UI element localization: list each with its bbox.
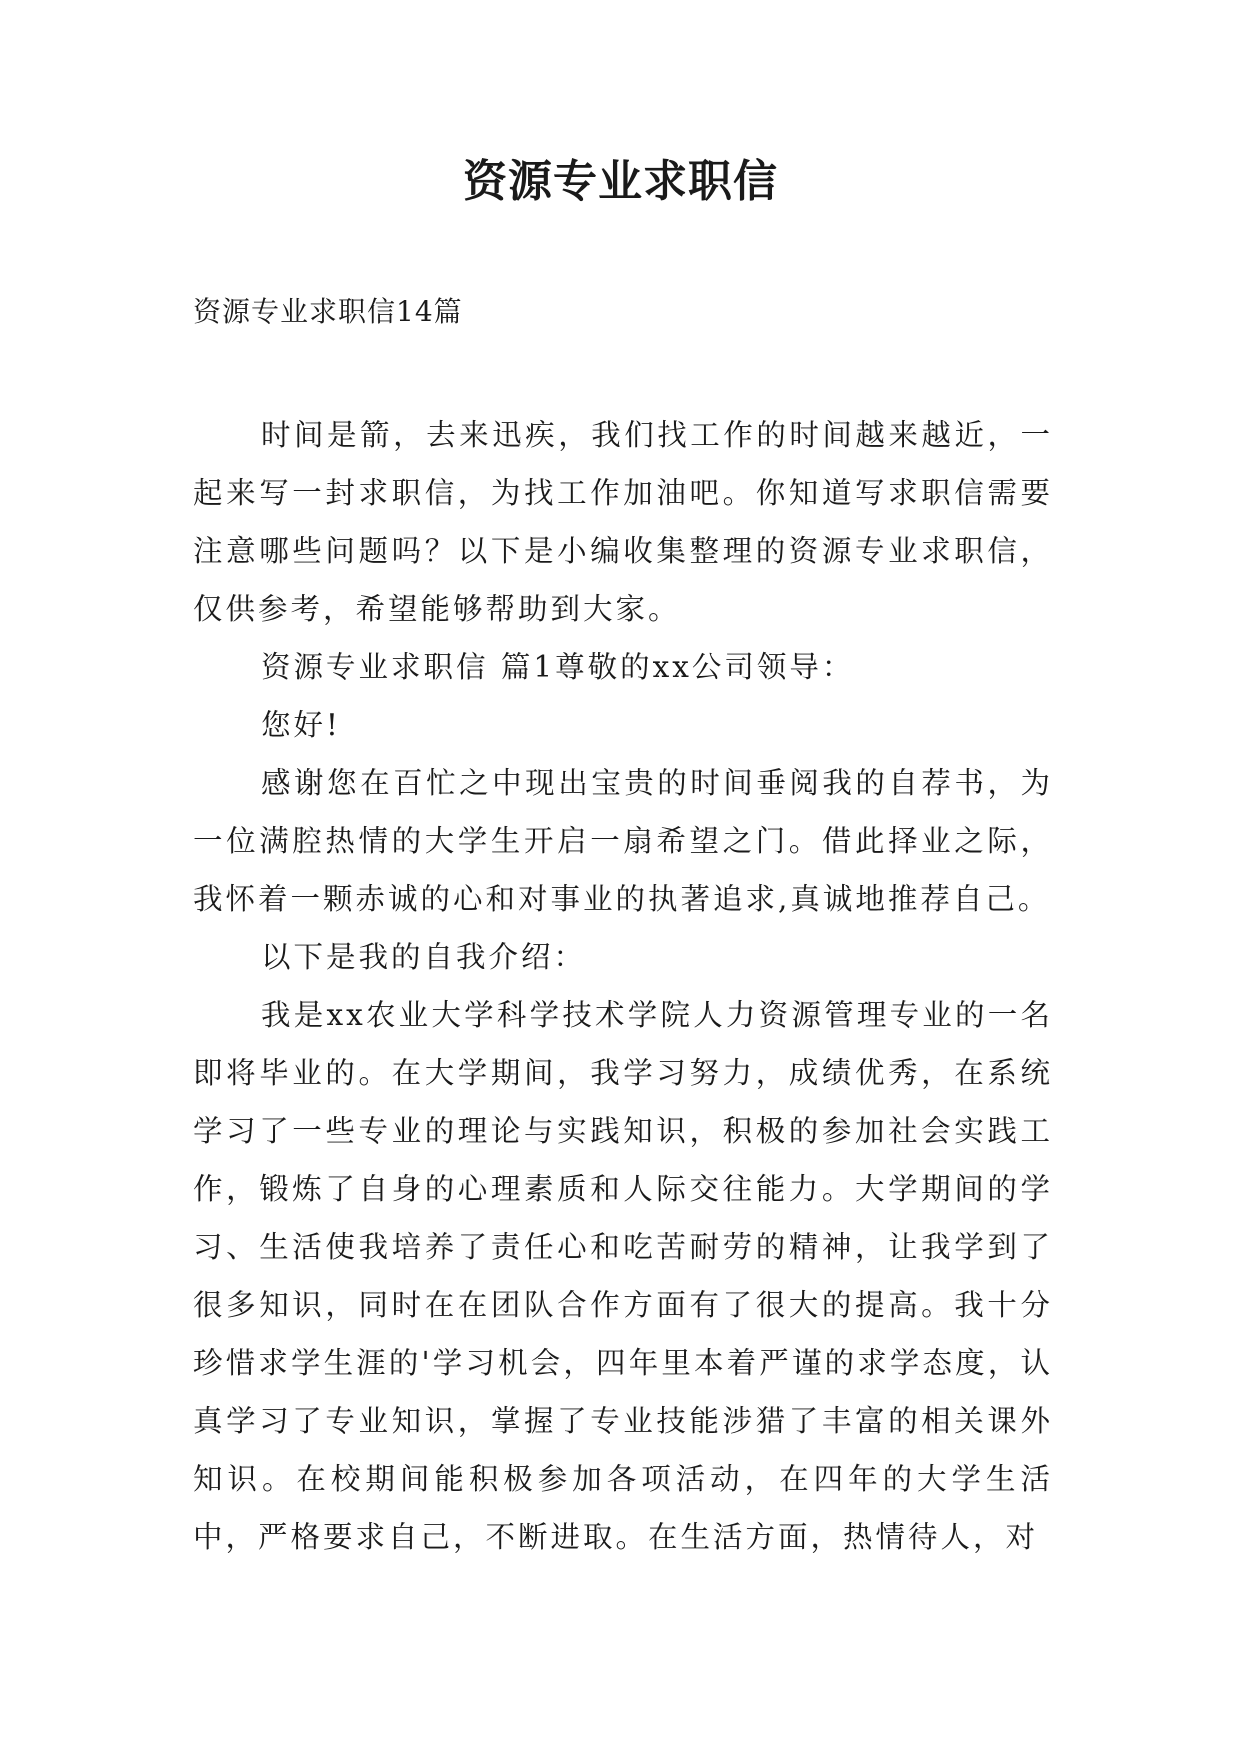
document-subtitle: 资源专业求职信14篇: [193, 295, 463, 328]
document-title: 资源专业求职信: [463, 156, 778, 207]
paragraph-greeting: 您好!: [261, 708, 341, 742]
paragraph-self-intro: 我是xx农业大学科学技术学院人力资源管理专业的一名即将毕业的。在大学期间，我学习努力，成绩优秀，在系统学习了一些专业的理论与实践知识，积极的参加社会实践工作，锻炼了自身的心理素质和人际交往能力。大学期间的学习、生活使我培养了责任心和吃苦耐劳的精神，让我学到了很多知识，同时在在团队合作方面有了很大的提高。我十分珍惜求学生涯的'学习机会，四年里本着严谨的求学态度，认真学习了专业知识，掌握了专业技能涉猎了丰富的相关课外知识。在校期间能积极参加各项活动，在四年的大学生活中，严格要求自己，不断进取。在生活方面，热情待人，对: [193, 998, 1053, 1554]
paragraph-self-intro-lead: 以下是我的自我介绍：: [261, 940, 587, 974]
paragraph-letter-heading: 资源专业求职信 篇1尊敬的xx公司领导：: [261, 650, 855, 684]
paragraph-intro: 时间是箭，去来迅疾，我们找工作的时间越来越近，一起来写一封求职信，为找工作加油吧。你知道写求职信需要注意哪些问题吗？以下是小编收集整理的资源专业求职信，仅供参考，希望能够帮助到大家。: [193, 418, 1053, 626]
paragraph-thanks: 感谢您在百忙之中现出宝贵的时间垂阅我的自荐书，为一位满腔热情的大学生开启一扇希望之门。借此择业之际，我怀着一颗赤诚的心和对事业的执著追求,真诚地推荐自己。: [193, 766, 1053, 916]
document-body: [193, 406, 1053, 1566]
